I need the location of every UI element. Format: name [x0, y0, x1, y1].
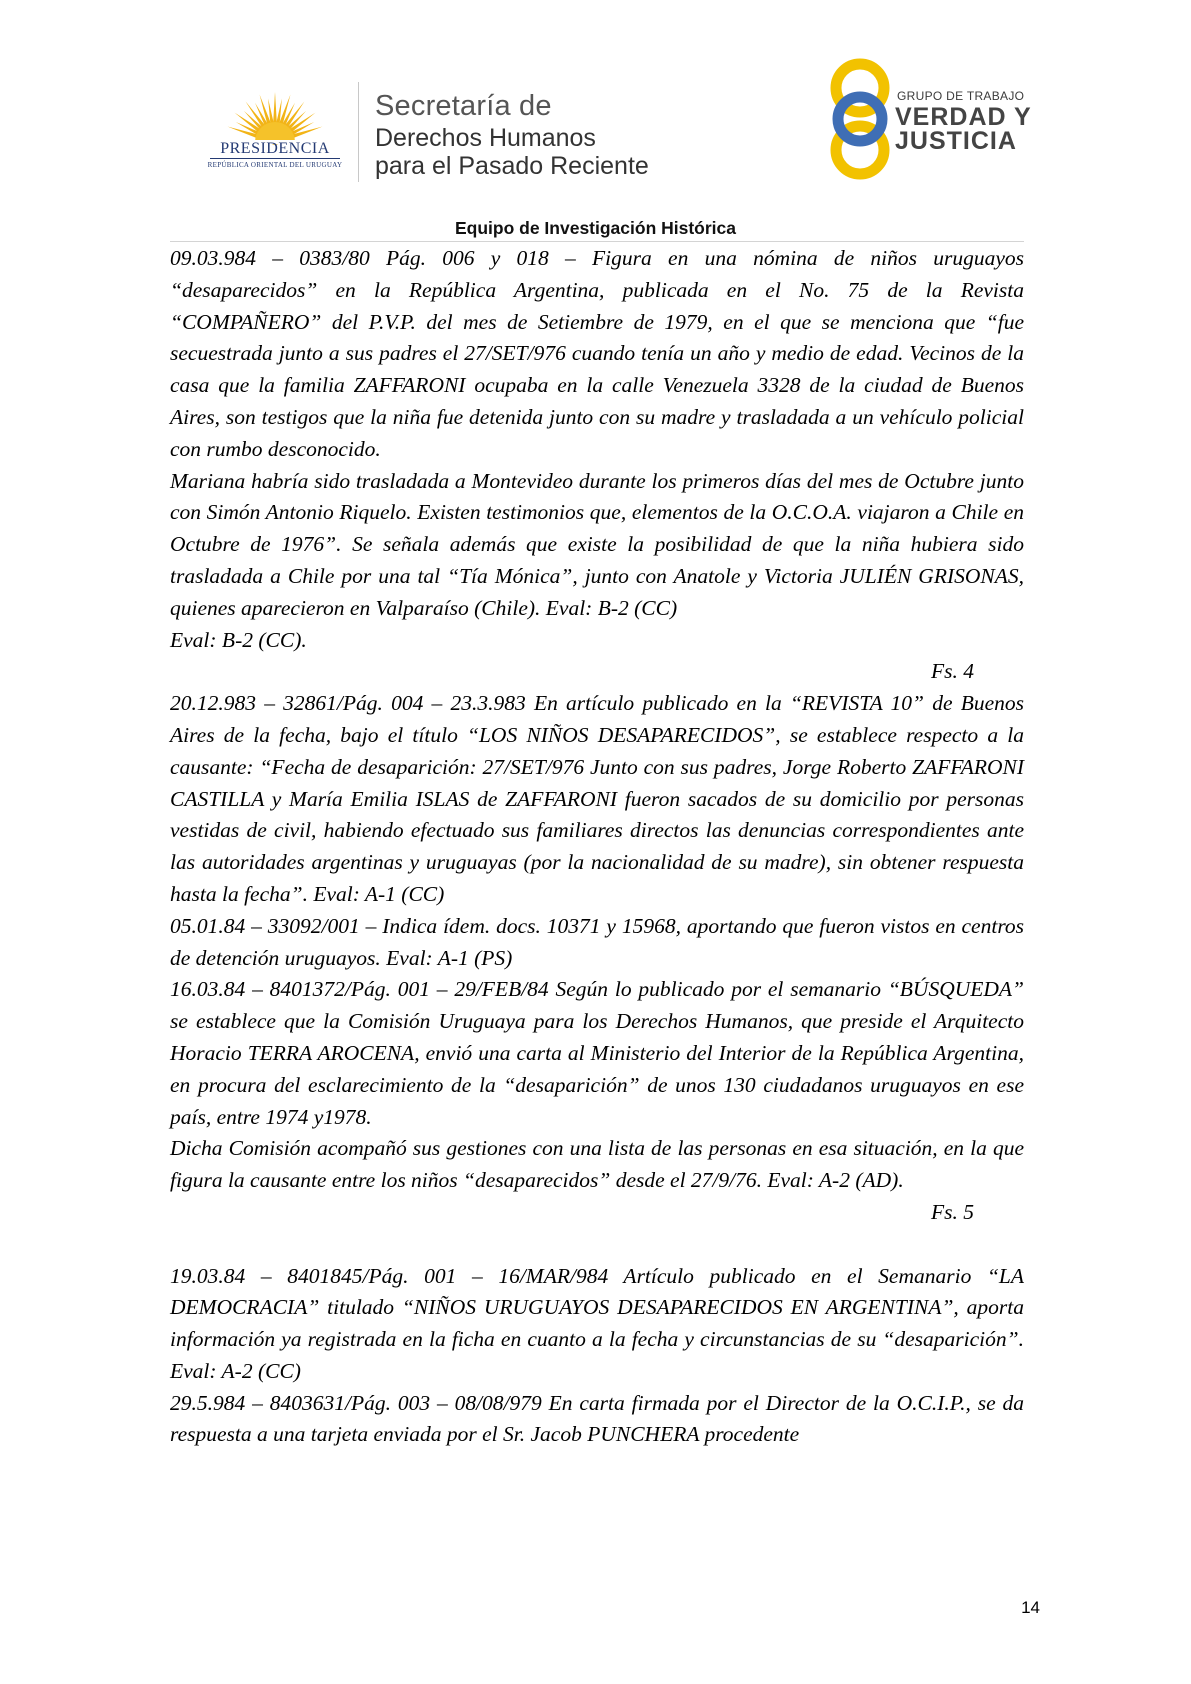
entry-paragraph: 19.03.84 – 8401845/Pág. 001 – 16/MAR/984 Artículo publicado en el Semanario “LA DEMOCRACIA” titulado “NIÑOS URUGUAYOS DESAPARECIDOS EN ARGENTINA”, aporta información ya registrada en la ficha en cuanto a la fecha y circunstancias de su “desaparición”. Eval: A-2 (CC) — [170, 1263, 1024, 1383]
document-body — [170, 243, 1024, 1451]
entry-paragraph: 20.12.983 – 32861/Pág. 004 – 23.3.983 En artículo publicado en la “REVISTA 10” de Buenos Aires de la fecha, bajo el título “LOS NIÑOS DESAPARECIDOS”, se establece respecto a la causante: “Fecha de desaparición: 27/SET/976 Junto con sus padres, Jorge Roberto ZAFFARONI CASTILLA y María Emilia ISLAS de ZAFFARONI fueron sacados de su domicilio por personas vestidas de civil, habiendo efectuado sus familiares directos las denuncias correspondientes ante las autoridades argentinas y uruguayas (por la nacionalidad de su madre), sin obtener respuesta hasta la fecha”. Eval: A-1 (CC) — [170, 691, 1024, 906]
page-number: 14 — [1021, 1598, 1040, 1617]
presidencia-name: PRESIDENCIA — [220, 140, 330, 157]
justicia-label: JUSTICIA — [895, 127, 1017, 155]
verdad-label: VERDAD Y — [895, 103, 1032, 131]
folio-marker: Fs. 4 — [931, 659, 974, 684]
team-title: Equipo de Investigación Histórica — [454, 218, 737, 238]
entry-paragraph: 29.5.984 – 8403631/Pág. 003 – 08/08/979 En carta firmada por el Director de la O.C.I.P., se da respuesta a una tarjeta enviada por el Sr. Jacob PUNCHERA procedente — [170, 1390, 1024, 1447]
header-divider — [358, 82, 359, 182]
folio-marker: Fs. 5 — [931, 1199, 974, 1224]
secretaria-line-2: Derechos Humanos — [375, 124, 596, 152]
page-header — [0, 0, 1191, 250]
blank-line — [170, 1229, 1024, 1261]
presidencia-rule — [210, 158, 340, 159]
grupo-trabajo-label: GRUPO DE TRABAJO — [897, 89, 1025, 103]
secretaria-line-1: Secretaría de — [375, 90, 552, 122]
entry-paragraph: 16.03.84 – 8401372/Pág. 001 – 29/FEB/84 Según lo publicado por el semanario “BÚSQUEDA” se establece que la Comisión Uruguaya para los Derechos Humanos, que preside el Arquitecto Horacio TERRA AROCENA, envió una carta al Ministerio del Interior de la República Argentina, en procura del esclarecimiento de la “desaparición” de unos 130 ciudadanos uruguayos en ese país, entre 1974 y1978. — [170, 977, 1024, 1129]
entry-paragraph: Eval: B-2 (CC). — [170, 627, 307, 652]
secretaria-line-3: para el Pasado Reciente — [375, 152, 649, 180]
entry-paragraph: Mariana habría sido trasladada a Montevideo durante los primeros días del mes de Octubre junto con Simón Antonio Riquelo. Existen testimonios que, elementos de la O.C.O.A. viajaron a Chile en Octubre de 1976”. Se señala además que existe la posibilidad de que la niña hubiera sido trasladada a Chile por una tal “Tía Mónica”, junto con Anatole y Victoria JULIÉN GRISONAS, quienes aparecieron en Valparaíso (Chile). Eval: B-2 (CC) — [170, 468, 1024, 620]
entry-paragraph: Dicha Comisión acompañó sus gestiones con una lista de las personas en esa situación, en la que figura la causante entre los niños “desaparecidos” desde el 27/9/76. Eval: A-2 (AD). — [170, 1136, 1024, 1193]
entry-paragraph: 09.03.984 – 0383/80 Pág. 006 y 018 – Figura en una nómina de niños uruguayos “desaparecidos” en la República Argentina, publicada en el No. 75 de la Revista “COMPAÑERO” del P.V.P. del mes de Setiembre de 1979, en el que se menciona que “fue secuestrada junto a sus padres el 27/SET/976 cuando tenía un año y medio de edad. Vecinos de la casa que la familia ZAFFARONI ocupaba en la calle Venezuela 3328 de la ciudad de Buenos Aires, son testigos que la niña fue detenida junto con su madre y trasladada a un vehículo policial con rumbo desconocido. — [170, 246, 1024, 461]
presidencia-sun-logo — [200, 84, 350, 184]
presidencia-subtitle: REPÚBLICA ORIENTAL DEL URUGUAY — [207, 161, 343, 169]
verdad-justicia-rings-logo — [818, 58, 902, 180]
entry-paragraph: 05.01.84 – 33092/001 – Indica ídem. docs. 10371 y 15968, aportando que fueron vistos en centros de detención uruguayos. Eval: A-1 (PS) — [170, 913, 1024, 970]
header-rule — [170, 241, 1024, 242]
